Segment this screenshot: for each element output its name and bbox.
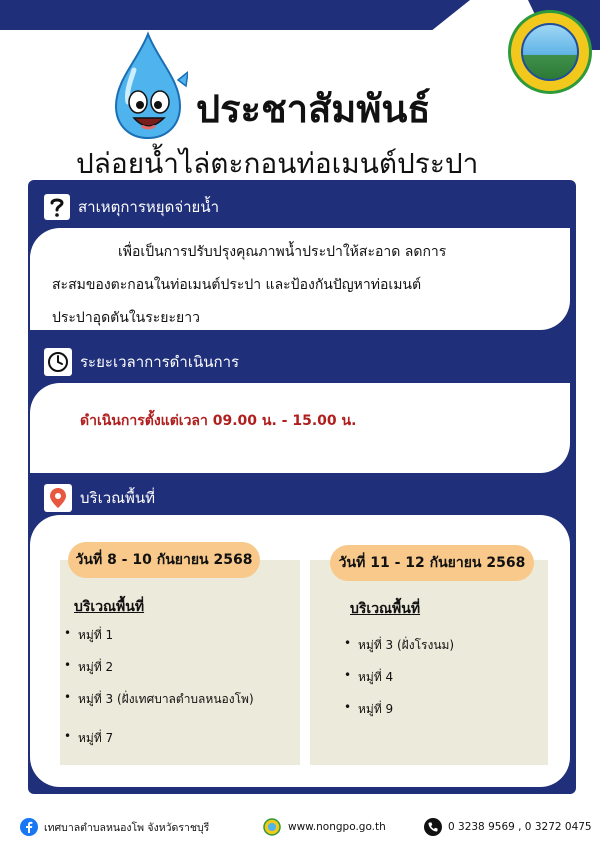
list-item: • หมู่ที่ 1 (64, 626, 254, 645)
list-item: • หมู่ที่ 3 (ฝั่งโรงนม) (344, 636, 454, 655)
footer (0, 806, 600, 849)
date-badge-right: วันที่ 11 - 12 กันยายน 2568 (330, 545, 534, 581)
time-heading: ระยะเวลาการดำเนินการ (80, 353, 240, 371)
area-label-right: บริเวณพื้นที่ (350, 601, 421, 617)
area-list-left (64, 626, 254, 761)
phone-text: 0 3238 9569 , 0 3272 0475 (448, 821, 592, 833)
list-item: • หมู่ที่ 9 (344, 700, 454, 719)
reason-section-header (44, 194, 219, 220)
area-list-right (344, 636, 454, 732)
footer-phone[interactable] (424, 818, 592, 836)
clock-icon (44, 348, 72, 376)
reason-line-1: เพื่อเป็นการปรับปรุงคุณภาพน้ำประปาให้สะอาด ลดการ (118, 244, 447, 260)
facebook-icon (20, 818, 38, 836)
reason-line-2: สะสมของตะกอนในท่อเมนต์ประปา และป้องกันปัญหาท่อเมนต์ (52, 277, 422, 293)
question-icon (44, 194, 70, 220)
globe-icon (262, 818, 282, 836)
seal-emblem (521, 23, 579, 81)
time-section-header (44, 348, 239, 376)
list-item: • หมู่ที่ 4 (344, 668, 454, 687)
time-text: ดำเนินการตั้งแต่เวลา 09.00 น. - 15.00 น. (80, 413, 357, 429)
area-label-left: บริเวณพื้นที่ (74, 599, 145, 615)
list-item: • หมู่ที่ 2 (64, 658, 254, 677)
list-item: • หมู่ที่ 3 (ฝั่งเทศบาลตำบลหนองโพ) (64, 690, 254, 709)
phone-icon (424, 818, 442, 836)
reason-heading: สาเหตุการหยุดจ่ายน้ำ (78, 198, 219, 216)
location-pin-icon (44, 484, 72, 512)
facebook-text: เทศบาลตำบลหนองโพ จังหวัดราชบุรี (44, 821, 210, 834)
date-badge-left: วันที่ 8 - 10 กันยายน 2568 (68, 542, 260, 578)
area-section-header (44, 484, 155, 512)
reason-card (30, 228, 570, 330)
list-item: • หมู่ที่ 7 (64, 729, 254, 748)
footer-facebook[interactable] (20, 818, 209, 836)
footer-website[interactable] (262, 818, 386, 836)
website-text: www.nongpo.go.th (288, 821, 386, 833)
page-title: ประชาสัมพันธ์ (196, 87, 431, 131)
page-subtitle: ปล่อยน้ำไล่ตะกอนท่อเมนต์ประปา (76, 147, 479, 180)
area-heading: บริเวณพื้นที่ (80, 489, 156, 507)
reason-line-3: ประปาอุดตันในระยะยาว (52, 310, 200, 326)
municipality-seal-logo (508, 10, 592, 94)
header-band-left (0, 0, 470, 30)
water-drop-mascot-icon (108, 30, 188, 142)
